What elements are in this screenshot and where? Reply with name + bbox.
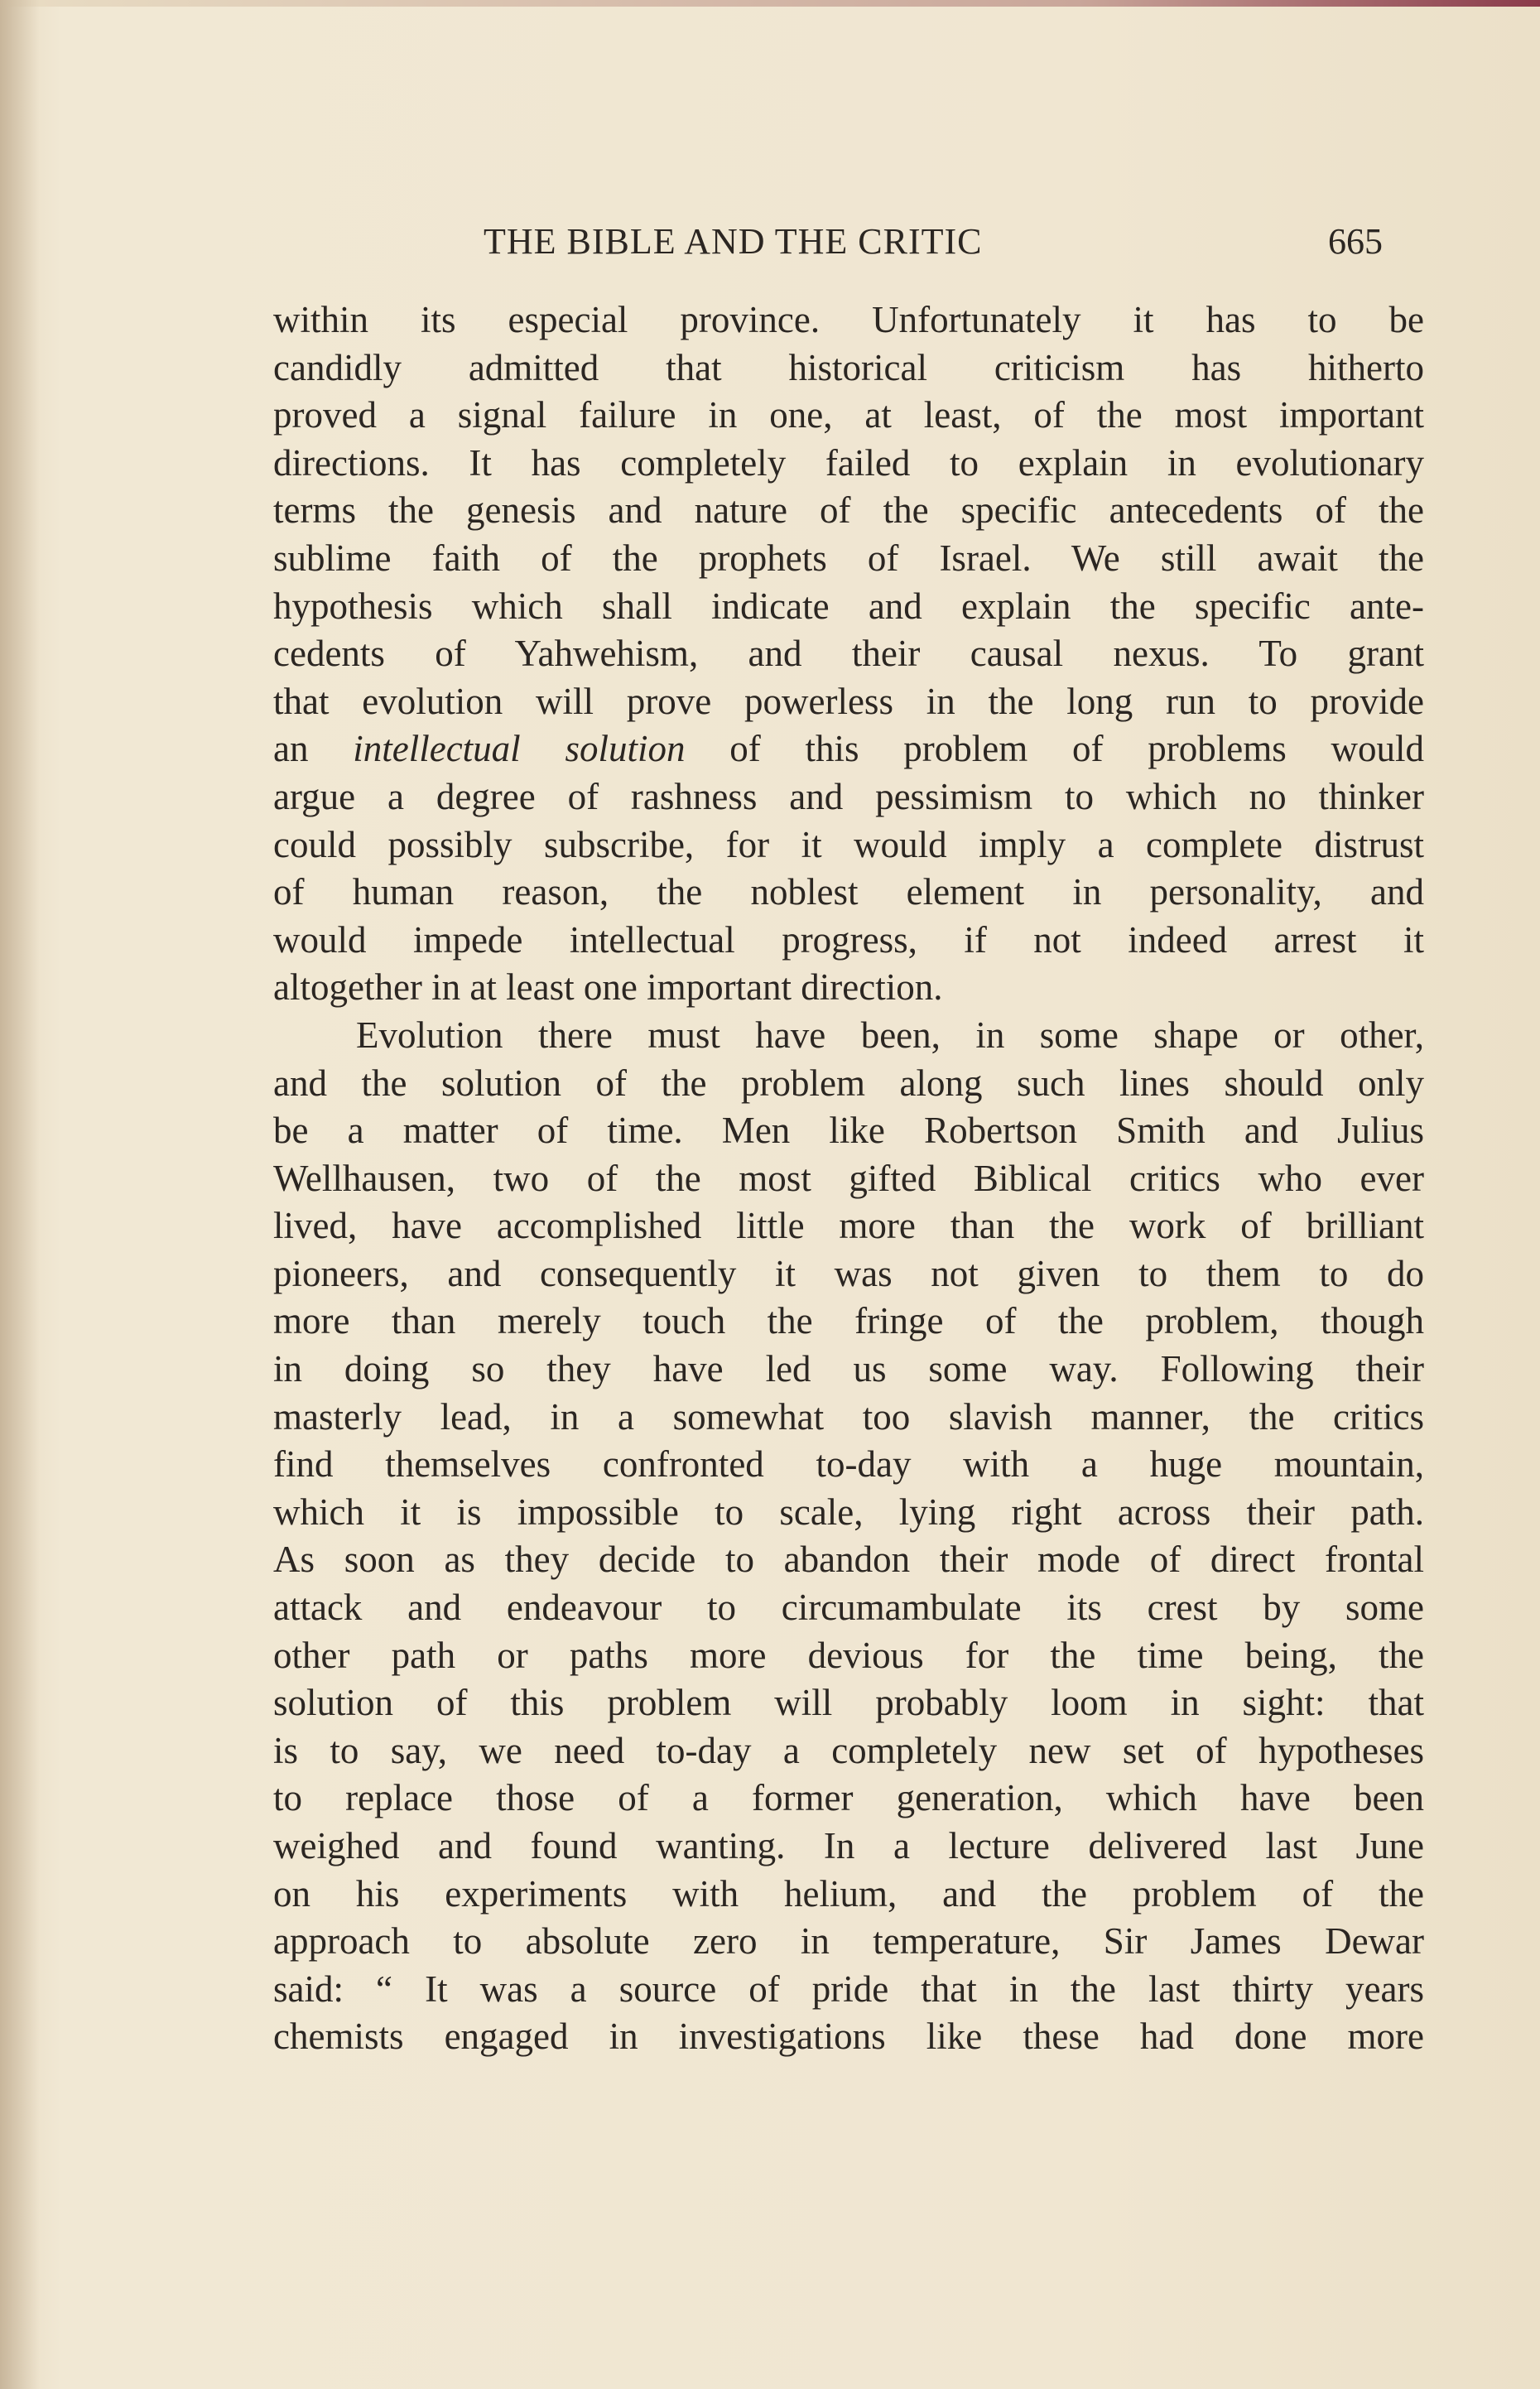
text-line: solution of this problem will probably loom in sight: that — [273, 1682, 1424, 1724]
text-line: and the solution of the problem along such lines should only — [273, 1062, 1424, 1104]
paragraph-1 — [273, 296, 1424, 1012]
running-title: THE BIBLE AND THE CRITIC — [484, 221, 983, 262]
text-line: approach to absolute zero in temperature, Sir James Dewar — [273, 1920, 1424, 1963]
emphasis-text: intellectual solution — [353, 728, 686, 770]
text-line: masterly lead, in a somewhat too slavish manner, the critics — [273, 1395, 1424, 1438]
text-line: chemists engaged in investigations like these had done more — [273, 2016, 1424, 2058]
text-line: that evolution will prove powerless in the long run to provide — [273, 680, 1424, 722]
text-line: to replace those of a former generation, which have been — [273, 1777, 1424, 1819]
text-line-with-emphasis — [273, 725, 1424, 773]
text-line: argue a degree of rashness and pessimism to which no thinker — [273, 775, 1424, 817]
text-line: is to say, we need to-day a completely new set of hypotheses — [273, 1729, 1424, 1771]
text-line: on his experiments with helium, and the problem of the — [273, 1872, 1424, 1915]
text-line: could possibly subscribe, for it would imply a complete distrust — [273, 823, 1424, 865]
text-line: lived, have accomplished little more than the work of brilliant — [273, 1205, 1424, 1247]
page-number: 665 — [1328, 221, 1383, 262]
text-line: more than merely touch the fringe of the problem, though — [273, 1300, 1424, 1342]
text-line: attack and endeavour to circumambulate its crest by some — [273, 1587, 1424, 1629]
text-line: would impede intellectual progress, if not indeed arrest it — [273, 918, 1424, 961]
text-line: said: “ It was a source of pride that in the last thirty years — [273, 1968, 1424, 2010]
text-line: weighed and found wanting. In a lecture delivered last June — [273, 1825, 1424, 1866]
text-line: terms the genesis and nature of the specific antecedents of the — [273, 489, 1424, 532]
text-line: hypothesis which shall indicate and explain the specific ante- — [273, 585, 1424, 627]
paragraph-2 — [273, 1012, 1424, 2061]
text-line: candidly admitted that historical criticism has hitherto — [273, 346, 1424, 388]
text-line: Wellhausen, two of the most gifted Biblical critics who ever — [273, 1157, 1424, 1199]
page-top-edge — [0, 0, 1540, 7]
body-text — [273, 296, 1424, 2061]
text-line: pioneers, and consequently it was not given to them to do — [273, 1252, 1424, 1294]
text-line: As soon as they decide to abandon their mode of direct frontal — [273, 1539, 1424, 1581]
line-segment: of this problem of problems would — [685, 728, 1424, 770]
line-segment: an — [273, 728, 354, 770]
text-line: of human reason, the noblest element in personality, and — [273, 871, 1424, 913]
text-line: proved a signal failure in one, at least, of the most important — [273, 394, 1424, 436]
text-line: Evolution there must have been, in some shape or other, — [356, 1014, 1424, 1056]
text-line: be a matter of time. Men like Robertson Smith and Julius — [273, 1110, 1424, 1152]
gutter-shadow — [0, 0, 40, 2389]
text-line: find themselves confronted to-day with a huge mountain, — [273, 1443, 1424, 1486]
text-line: other path or paths more devious for the time being, the — [273, 1634, 1424, 1676]
text-line: which it is impossible to scale, lying right across their path. — [273, 1491, 1424, 1533]
text-line: sublime faith of the prophets of Israel. We still await the — [273, 537, 1424, 579]
text-line: in doing so they have led us some way. Following their — [273, 1348, 1424, 1390]
text-line: altogether in at least one important direction. — [273, 966, 943, 1009]
text-line: within its especial province. Unfortunately it has to be — [273, 299, 1424, 340]
text-line: directions. It has completely failed to explain in evolutionary — [273, 441, 1424, 484]
text-line: cedents of Yahwehism, and their causal nexus. To grant — [273, 633, 1424, 675]
running-head — [273, 217, 1383, 267]
